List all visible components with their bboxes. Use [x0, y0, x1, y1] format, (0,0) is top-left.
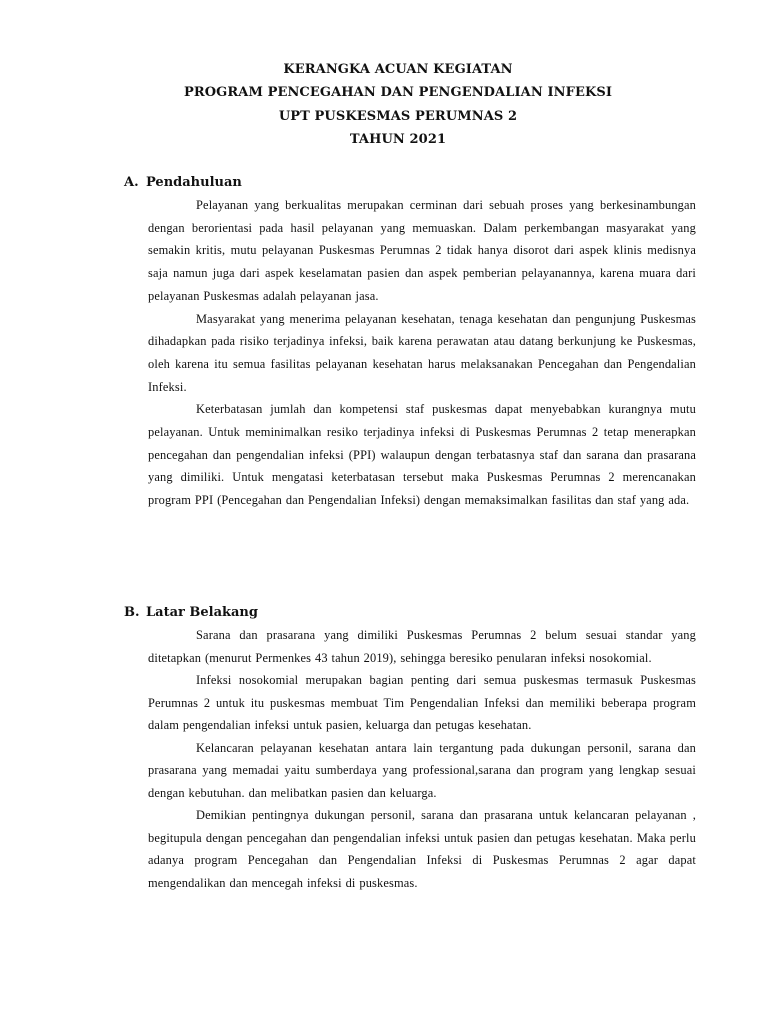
- title-line-2: PROGRAM PENCEGAHAN DAN PENGENDALIAN INFEKSI: [183, 85, 613, 101]
- section-letter: B.: [124, 605, 140, 620]
- document-title: [0, 58, 768, 151]
- section-title: Pendahuluan: [146, 175, 242, 190]
- section-heading: [124, 172, 696, 194]
- paragraph: Pelayanan yang berkualitas merupakan cerminan dari sebuah proses yang berkesinambungan dengan berorientasi pada hasil pelayanan yang memuaskan. Dalam perkembangan masyarakat yang semakin kritis, mutu pelayanan Puskesmas Perumnas 2 tidak hanya disorot dari aspek klinis medisnya saja namun juga dari aspek keselamatan pasien dan aspek pemberian pelayanannya, karena muara dari pelayanan Puskesmas adalah pelayanan jasa.: [148, 198, 696, 303]
- paragraph: Keterbatasan jumlah dan kompetensi staf puskesmas dapat menyebabkan kurangnya mutu pelayanan. Untuk meminimalkan resiko terjadinya infeksi di Puskesmas Perumnas 2 tetap menerapkan pencegahan dan pengendalian infeksi (PPI) walaupun dengan terbatasnya staf dan sarana dan prasarana yang dimiliki. Untuk mengatasi keterbatasan tersebut maka Puskesmas Perumnas 2 merencanakan program PPI (Pencegahan dan Pengendalian Infeksi) dengan memaksimalkan fasilitas dan staf yang ada.: [148, 402, 696, 508]
- title-line-1: KERANGKA ACUAN KEGIATAN: [283, 62, 513, 77]
- section-heading: [124, 602, 696, 624]
- paragraph: Infeksi nosokomial merupakan bagian penting dari semua puskesmas termasuk Puskesmas Perumnas 2 untuk itu puskesmas membuat Tim Pengendalian Infeksi dan memiliki beberapa program dalam pengendalian infeksi untuk pasien, keluarga dan petugas kesehatan.: [148, 673, 696, 732]
- section-pendahuluan: [124, 172, 696, 512]
- paragraph: Masyarakat yang menerima pelayanan kesehatan, tenaga kesehatan dan pengunjung Puskesmas dihadapkan pada risiko terjadinya infeksi, baik karena perawatan atau datang berkunjung ke Puskesmas, oleh karena itu semua fasilitas pelayanan kesehatan harus melaksanakan Pencegahan dan Pengendalian Infeksi.: [148, 311, 696, 394]
- paragraph: Sarana dan prasarana yang dimiliki Puskesmas Perumnas 2 belum sesuai standar yang ditetapkan (menurut Permenkes 43 tahun 2019), sehingga beresiko penularan infeksi nosokomial.: [148, 628, 696, 665]
- paragraph: Demikian pentingnya dukungan personil, sarana dan prasarana untuk kelancaran pelayanan , begitupula dengan pencegahan dan pengendalian infeksi untuk pasien dan petugas kesehatan. Maka perlu adanya program Pencegahan dan Pengendalian Infeksi di Puskesmas Perumnas 2 agar dapat mengendalikan dan mencegah infeksi di puskesmas.: [148, 808, 696, 890]
- title-line-3: UPT PUSKESMAS PERUMNAS 2: [278, 108, 518, 124]
- section-title: Latar Belakang: [146, 605, 258, 620]
- title-line-4: TAHUN 2021: [349, 131, 447, 147]
- paragraph: Kelancaran pelayanan kesehatan antara lain tergantung pada dukungan personil, sarana dan prasarana yang memadai yaitu sumberdaya yang professional,sarana dan program yang lengkap sesuai dengan kebutuhan. dan melibatkan pasien dan keluarga.: [148, 740, 696, 800]
- section-letter: A.: [124, 175, 139, 190]
- section-latar-belakang: [124, 602, 696, 894]
